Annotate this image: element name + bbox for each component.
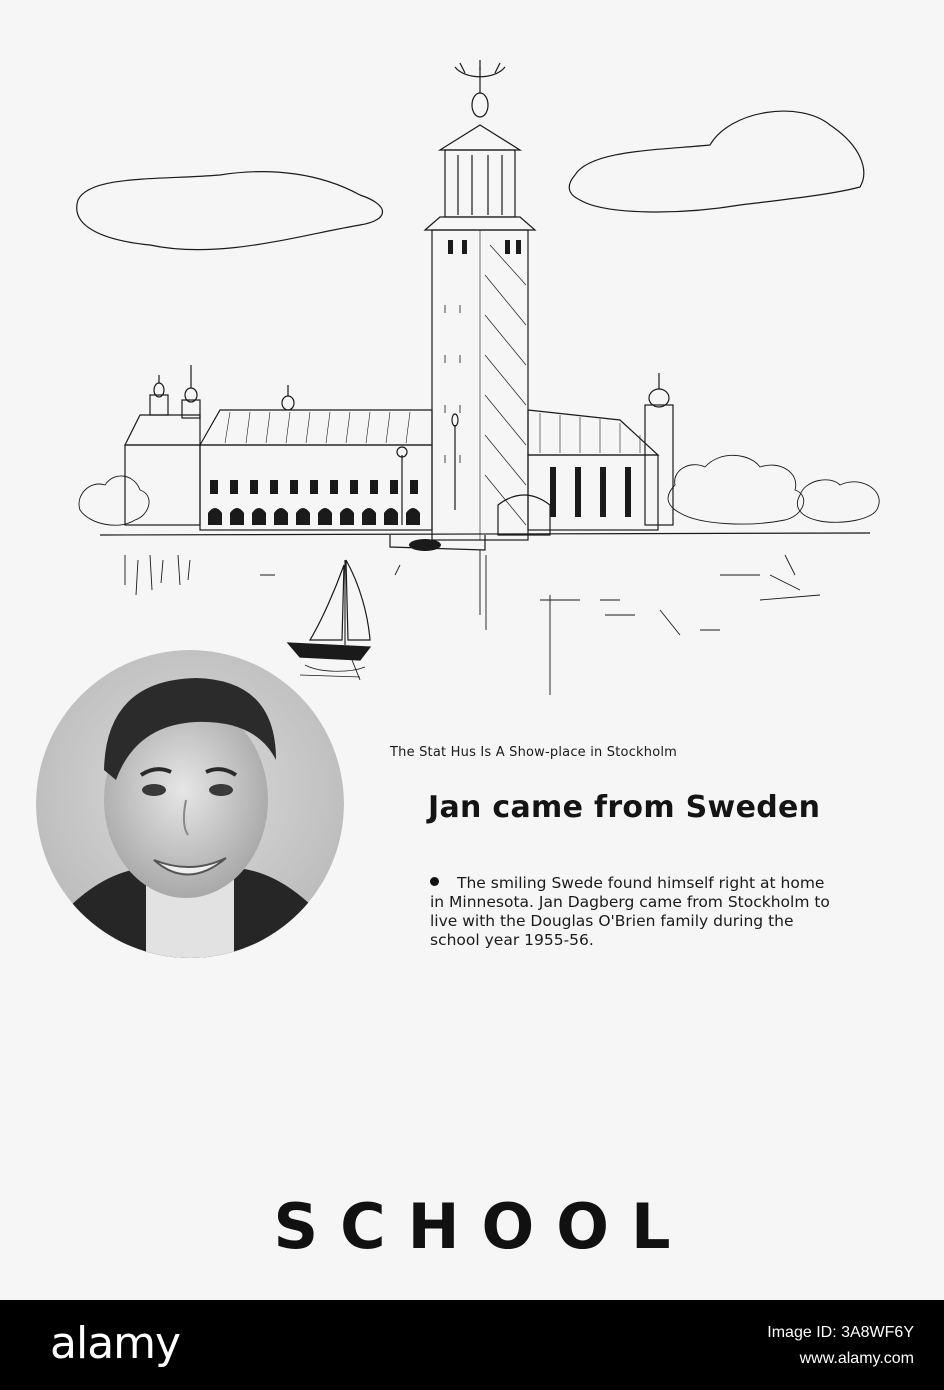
article-body (430, 874, 840, 950)
stockholm-city-hall-illustration (60, 55, 900, 705)
article-body-text: The smiling Swede found himself right at home in Minnesota. Jan Dagberg came from Stockholm to live with the Douglas O'Brien family during the school year 1955-56. (430, 874, 830, 949)
illustration-caption: The Stat Hus Is A Show-place in Stockholm (390, 745, 678, 760)
student-portrait (36, 650, 344, 958)
portrait-photo-icon (36, 650, 344, 958)
watermark-info (767, 1320, 914, 1372)
section-title: SCHOOL (273, 1190, 693, 1263)
watermark-bar (0, 1300, 944, 1390)
article-headline: Jan came from Sweden (428, 790, 821, 825)
watermark-image-id: Image ID: 3A8WF6Y (767, 1324, 914, 1341)
watermark-logo: alamy (50, 1318, 181, 1369)
watermark-site: www.alamy.com (799, 1350, 914, 1367)
bullet-icon (430, 877, 439, 886)
